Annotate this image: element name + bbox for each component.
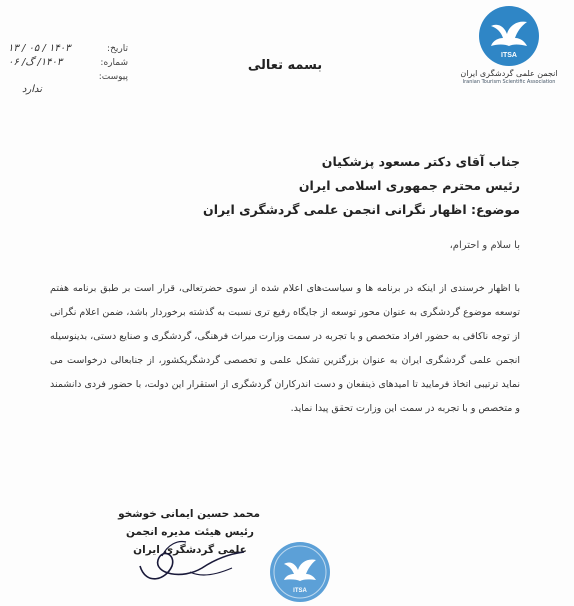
recipient-title: رئیس محترم جمهوری اسلامی ایران [298,178,520,193]
recipient-block [120,150,520,222]
date-label: تاریخ: [107,44,128,54]
number-value: ۱۴۰۳/ گ/ ۰۶ [8,57,63,68]
bismillah-heading: بسمه تعالی [247,58,323,73]
attachment-label: پیوست: [98,72,128,82]
dove-emblem-icon [477,4,541,68]
handwritten-signature [132,528,252,588]
association-logo [450,4,568,85]
stamp-emblem-text: ITSA [293,588,307,594]
letter-body: با اظهار خرسندی از اینکه در برنامه ها و سیاست‌های اعلام شده از سوی حضرتعالی، قرار است بر طبق برنامه هفتم توسعه موضوع گردشگری به عنوان محور توسعه از جایگاه رفیع تری نسبت به گذشته برخوردار باشد، ضمن اعلام نگرانی از توجه ناکافی به حضور افراد متخصص و با تجربه در سمت وزارت میراث فرهنگی، گردشگری و صنایع دستی، بدینوسیله انجمن علمی گردشگری ایران به عنوان بزرگترین تشکل علمی و تخصصی گردشگریکشور، از جنابعالی درخواست می نماید ترتیبی اتخاذ فرمایید تا امیدهای ذینفعان و دست اندرکاران گردشگری از استقرار این دولت، با حضور فردی دانشمند و متخصص و با تجربه در سمت این وزارت تحقق پیدا نماید. [50,283,520,414]
greeting: با سلام و احترام، [449,240,520,251]
letter-meta [8,42,128,95]
attachment-row [8,70,128,84]
attachment-value: ندارد [22,84,43,95]
subject-line: موضوع: اظهار نگرانی انجمن علمی گردشگری ایران [203,202,520,217]
logo-name-en: Iranian Tourism Scientific Association [462,79,556,85]
recipient-name: جناب آقای دکتر مسعود پزشکیان [321,154,520,169]
logo-emblem-text: ITSA [501,52,517,59]
number-label: شماره: [100,58,128,68]
signer-name: محمد حسین ایمانی خوشخو [118,508,260,520]
signer-title: رئیس هیئت مدیره انجمن [126,526,254,538]
signer-title-2: علمی گردشگری ایران [133,544,247,556]
date-row [8,42,128,56]
number-row [8,56,128,70]
stamp-icon [268,540,332,604]
logo-name-fa: انجمن علمی گردشگری ایران [460,69,558,78]
date-value: ۱۴۰۳ / ۰۵ / ۱۳ [8,43,71,54]
